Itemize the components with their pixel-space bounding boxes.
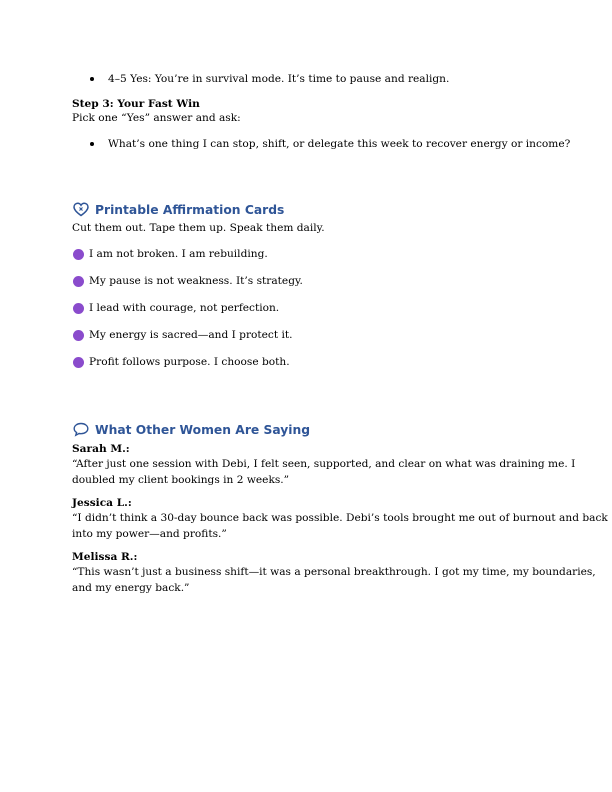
step3-bullet-text: What’s one thing I can stop, shift, or delegate this week to recover energy or income? bbox=[108, 138, 571, 150]
purple-circle-icon bbox=[73, 276, 84, 287]
affirmation-text: My pause is not weakness. It’s strategy. bbox=[89, 275, 303, 287]
purple-circle-icon bbox=[73, 357, 84, 368]
purple-circle-icon bbox=[73, 330, 84, 341]
affirmation-item bbox=[73, 354, 290, 370]
affirmation-text: My energy is sacred—and I protect it. bbox=[89, 329, 293, 341]
affirmation-item bbox=[73, 273, 303, 289]
affirmation-text: I am not broken. I am rebuilding. bbox=[89, 248, 268, 260]
bullet-dot bbox=[90, 77, 94, 81]
testimonial-line: and my energy back.” bbox=[72, 582, 190, 594]
testimonial-line: “I didn’t think a 30-day bounce back was possible. Debi’s tools brought me out of burnout and back bbox=[72, 512, 608, 524]
testimonials-heading bbox=[73, 422, 310, 437]
step3-bullet bbox=[90, 136, 570, 152]
testimonial-name: Jessica L.: bbox=[72, 497, 132, 509]
testimonial-line: “This wasn’t just a business shift—it was a personal breakthrough. I got my time, my boundaries, bbox=[72, 566, 596, 578]
affirmation-item bbox=[73, 246, 268, 262]
affirmation-item bbox=[73, 327, 293, 343]
step3-title: Step 3: Your Fast Win bbox=[72, 98, 200, 110]
step2-bullet-text: 4–5 Yes: You’re in survival mode. It’s time to pause and realign. bbox=[108, 73, 450, 85]
purple-circle-icon bbox=[73, 303, 84, 314]
affirmations-heading-text: Printable Affirmation Cards bbox=[95, 202, 285, 217]
testimonial-name: Sarah M.: bbox=[72, 443, 130, 455]
testimonial-line: into my power—and profits.” bbox=[72, 528, 227, 540]
affirmation-text: Profit follows purpose. I choose both. bbox=[89, 356, 290, 368]
heart-icon bbox=[73, 202, 89, 217]
affirmations-heading bbox=[73, 202, 284, 217]
step2-bullet bbox=[90, 71, 449, 87]
affirmations-intro: Cut them out. Tape them up. Speak them daily. bbox=[72, 222, 325, 234]
affirmation-text: I lead with courage, not perfection. bbox=[89, 302, 280, 314]
testimonial-line: “After just one session with Debi, I felt seen, supported, and clear on what was draining me. I bbox=[72, 458, 576, 470]
testimonial-line: doubled my client bookings in 2 weeks.” bbox=[72, 474, 290, 486]
step3-intro: Pick one “Yes” answer and ask: bbox=[72, 112, 241, 124]
purple-circle-icon bbox=[73, 249, 84, 260]
affirmation-item bbox=[73, 300, 279, 316]
testimonials-heading-text: What Other Women Are Saying bbox=[95, 422, 311, 437]
testimonial-name: Melissa R.: bbox=[72, 551, 138, 563]
speech-bubble-icon bbox=[73, 422, 89, 437]
bullet-dot bbox=[90, 142, 94, 146]
